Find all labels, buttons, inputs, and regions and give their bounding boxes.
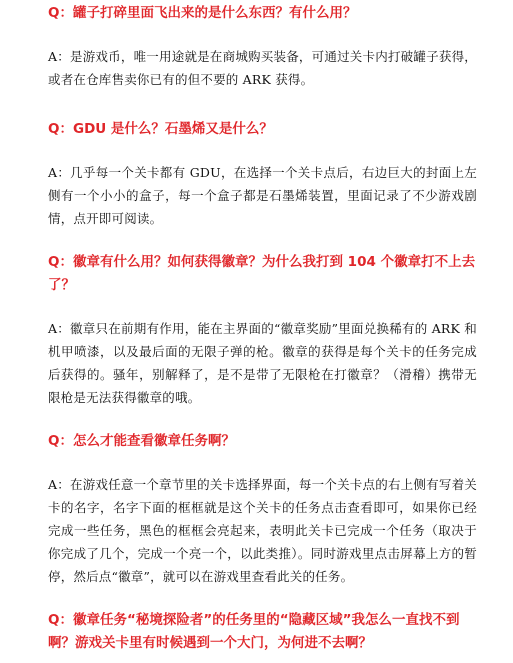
faq-item-4 xyxy=(48,430,477,588)
answer-text: 几乎每一个关卡都有 GDU，在选择一个关卡点后，右边巨大的封面上左侧有一个小小的盒子，每一个盒子都是石墨烯装置，里面记录了不少游戏剧情，点开即可阅读。 xyxy=(48,165,477,226)
question-text: 徽章有什么用？如何获得徽章？为什么我打到 104 个徽章打不上去了？ xyxy=(48,254,476,293)
question xyxy=(48,609,477,655)
question xyxy=(48,2,477,25)
question-label: Q： xyxy=(48,433,73,449)
faq-item-2 xyxy=(48,118,477,230)
question-text: 怎么才能查看徽章任务啊？ xyxy=(72,433,235,449)
question-text: GDU 是什么？石墨烯又是什么？ xyxy=(72,121,273,137)
question-label: Q： xyxy=(48,612,73,628)
faq-item-1 xyxy=(48,2,477,91)
question xyxy=(48,430,477,453)
question-label: Q： xyxy=(48,254,73,270)
answer-label: A： xyxy=(48,49,70,64)
answer xyxy=(48,473,477,588)
answer xyxy=(48,317,477,409)
question xyxy=(48,118,477,141)
faq-item-5 xyxy=(48,609,477,655)
answer-text: 徽章只在前期有作用，能在主界面的“徽章奖励”里面兑换稀有的 ARK 和机甲喷漆，以及最后面的无限子弹的枪。徽章的获得是每个关卡的任务完成后获得的。骚年，别解释了，是不是带了无限枪在打徽章？（滑稽）携带无限枪是无法获得徽章的哦。 xyxy=(48,321,477,405)
answer-text: 在游戏任意一个章节里的关卡选择界面，每一个关卡点的右上侧有写着关卡的名字，名字下面的框框就是这个关卡的任务点击查看即可，如果你已经完成一些任务，黑色的框框会亮起来，表明此关卡已完成一个任务（取决于你完成了几个，完成一个亮一个，以此类推）。同时游戏里点击屏幕上方的暂停，然后点“徽章”，就可以在游戏里查看此关的任务。 xyxy=(48,477,477,584)
question-text: 徽章任务“秘境探险者”的任务里的“隐藏区域”我怎么一直找不到啊？游戏关卡里有时候遇到一个大门，为何进不去啊？ xyxy=(48,612,460,651)
answer-label: A： xyxy=(48,165,71,180)
question-label: Q： xyxy=(48,5,73,21)
answer-label: A： xyxy=(48,477,70,492)
answer xyxy=(48,45,477,91)
question xyxy=(48,251,477,297)
answer-text: 是游戏币，唯一用途就是在商城购买装备，可通过关卡内打破罐子获得，或者在仓库售卖你已有的但不要的 ARK 获得。 xyxy=(48,49,477,87)
answer-label: A： xyxy=(48,321,71,336)
question-label: Q： xyxy=(48,121,73,137)
answer xyxy=(48,161,477,230)
question-text: 罐子打碎里面飞出来的是什么东西？有什么用？ xyxy=(72,5,357,21)
faq-item-3 xyxy=(48,251,477,409)
